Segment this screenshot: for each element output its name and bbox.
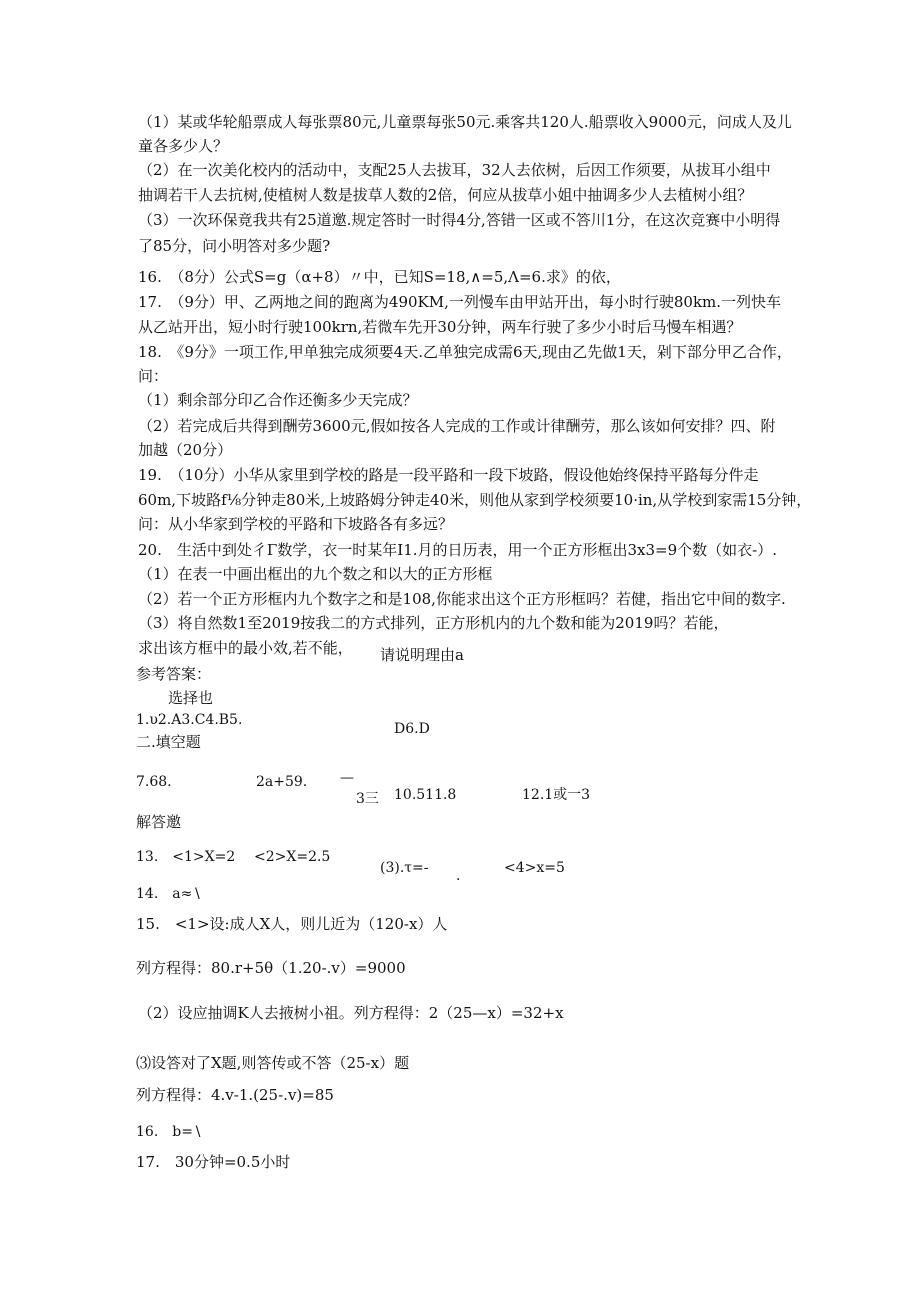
problem-15-part2-line2: 抽调若干人去抗树,使植树人数是拔草人数的2倍，何应从拔草小姐中抽调多少人去植树小组？ [138,186,753,204]
answer-13-part4: <4>x=5 [504,860,565,876]
fill-answer-10-11: 10.511.8 [394,787,457,803]
answer-15-part1: 15. <1>设:成人X人，则儿近为（120-x）人 [136,915,448,933]
answer-13-part2: <2>X=2.5 [254,849,331,865]
problem-18-part1: （1）剩余部分印乙合作还衡多少天完成？ [138,391,418,409]
answer-13-mark: . [456,868,461,884]
problem-20-line1: 20. 生活中到处彳Γ数学，衣一时某年I1.月的日历表，用一个正方形框出3x3=9个数（如衣-）. [138,541,777,559]
answer-17: 17. 30分钟=0.5小时 [136,1153,291,1171]
answers-heading: 参考答案： [136,665,212,683]
problem-15-part1-line1: （1）某或华轮船票成人每张票80元,儿童票每张50元.乘客共120人.船票收入9000元，问成人及儿 [138,113,792,131]
problem-15-part1-line2: 童各多少人？ [138,137,229,155]
problem-18-part2-line2: 加越（20分） [138,441,233,459]
problem-19-line3: 问：从小华家到学校的平路和下坡路各有多远？ [138,515,454,533]
problem-17-line2: 从乙站开出，短小时行驶100krn,若微车先开30分钟，两车行驶了多少小时后马慢车相遇？ [138,318,742,336]
problem-19-line2: 60m,下坡路f⅛分钟走80米,上坡路姆分钟走40米，则他从家到学校须要10·in,从学校到家需15分钟， [138,491,812,509]
answer-16: 16. b=∖ [136,1124,202,1140]
fill-answer-7: 7.68. [136,774,172,790]
fill-answer-8: 2a+59. [256,774,308,790]
problem-17-line1: 17. （9分）甲、乙两地之间的跑离为490KM,一列慢车由甲站开出，每小时行驶80km.一列快车 [138,293,782,311]
choice-answers-right: D6.D [394,721,430,737]
answer-15-equation1: 列方程得：80.r+5θ（1.20-.v）=9000 [136,959,406,977]
problem-18-part2-line1: （2）若完成后共得到酬劳3600元,假如按各人完成的工作或计律酬劳，那么该如何安排？四、附 [138,417,776,435]
fill-answer-dash: — [340,770,354,786]
problem-18-line1: 18. 《9分》一项工作,甲单独完成须要4天.乙单独完成需6天,现由乙先做1天，剁下部分甲乙合作， [138,343,792,361]
problem-20-part3-line3: 请说明理由a [380,646,464,664]
choice-answers-left: 1.υ2.A3.C4.B5. [136,712,243,728]
problem-15-part2-line1: （2）在一次美化校内的活动中，支配25人去拔耳，32人去依树，后因工作须要，从拔耳小组中 [138,161,771,179]
section-solutions-title: 解答邀 [136,813,182,831]
fill-answer-12: 12.1或一3 [522,787,591,803]
problem-20-part3-line1: （3）将自然数1至2019按我二的方式排列，正方形机内的九个数和能为2019吗？若能， [138,614,729,632]
problem-19-line1: 19. （10分）小华从家里到学校的路是一段平路和一段下坡路，假设他始终保持平路每分件走 [138,466,759,484]
problem-20-part3-line2: 求出该方框中的最小效,若不能， [138,639,353,657]
problem-15-part3-line1: （3）一次环保竟我共有25道邀.规定答时一时得4分,答错一区或不答川1分，在这次竞赛中小明得 [138,211,781,229]
section-fill-title: 二.填空题 [136,733,201,751]
problem-15-part3-line2: 了85分，问小明答对多少题? [138,237,331,255]
problem-16: 16. （8分）公式S=g（α+8）〃中，已知S=18,∧=5,Λ=6.求》的依， [138,268,621,286]
answer-14: 14. a≈∖ [136,886,202,902]
answer-15-part3: ⑶设答对了X题,则答传或不答（25-x）题 [136,1054,410,1072]
section-choice-title: 选择也 [168,689,214,707]
problem-20-part1: （1）在表一中画出框出的九个数之和以大的正方形框 [138,565,493,583]
answer-13-part1: 13. <1>X=2 [136,849,236,865]
fill-answer-9: 3三 [356,791,379,807]
answer-15-part2: （2）设应抽调K人去掖树小祖。列方程得：2（25—x）=32+x [138,1004,564,1022]
problem-20-part2: （2）若一个正方形框内九个数字之和是108,你能求出这个正方形框吗？若健，指出它中间的数字. [138,590,786,608]
problem-18-line2: 问： [138,367,169,385]
answer-13-part3: (3).τ=- [380,860,429,876]
answer-15-equation3: 列方程得：4.v-1.(25-.v)=85 [136,1086,334,1104]
